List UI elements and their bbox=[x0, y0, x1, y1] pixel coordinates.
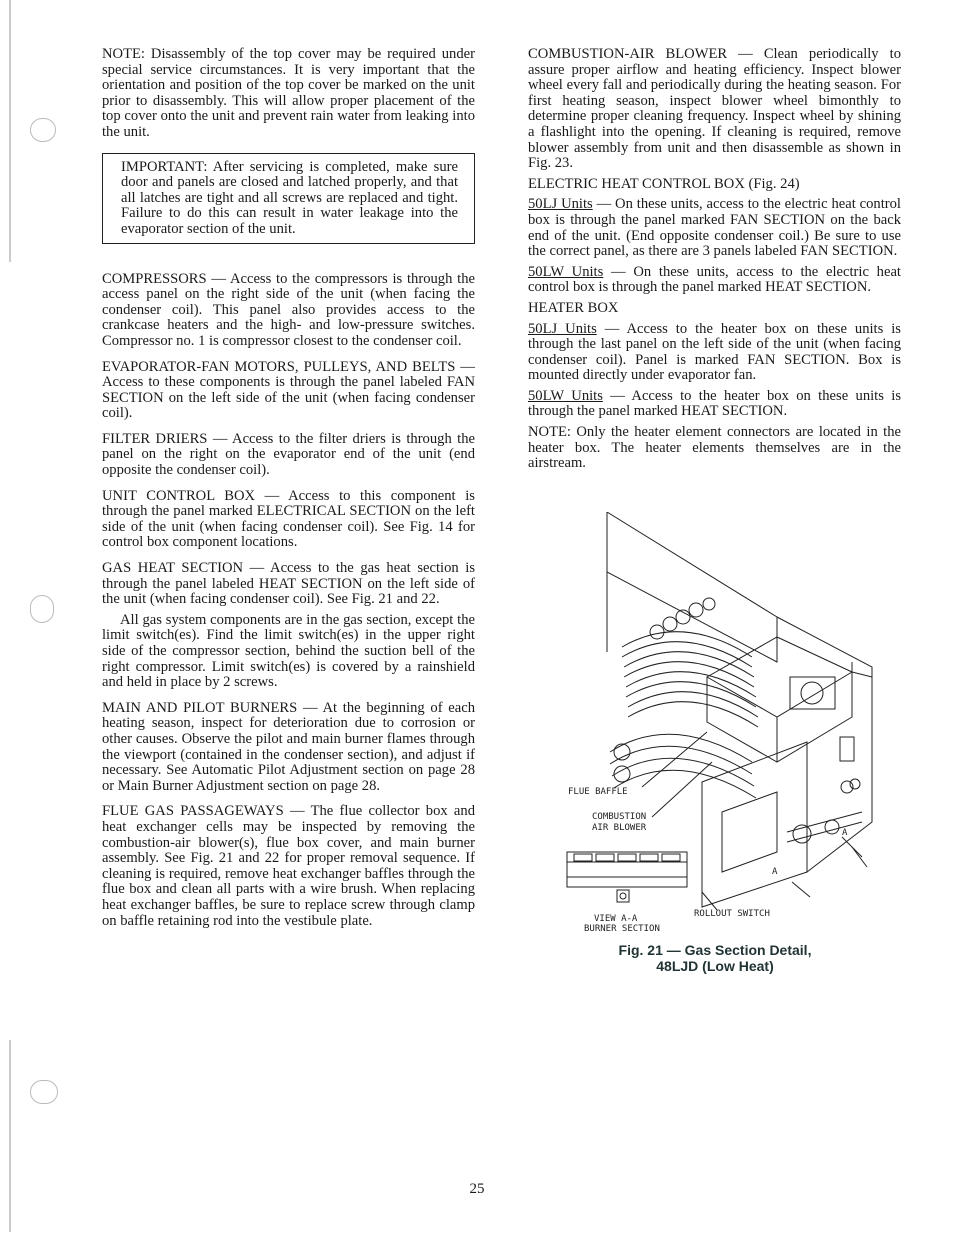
important-notice-box bbox=[102, 153, 475, 244]
scan-mark bbox=[30, 118, 56, 142]
lj-units-electric-paragraph bbox=[528, 197, 901, 259]
heater-box-heading: HEATER BOX bbox=[528, 299, 619, 316]
gas-section-illustration bbox=[562, 512, 892, 932]
heat-exchanger-tubes bbox=[610, 632, 758, 798]
combustion-blower-paragraph: COMBUSTION-AIR BLOWER — Clean periodically to assure proper airflow and heating efficiency. Inspect blower wheel every fall and periodically during the heating season. For first heating season, inspect blower wheel bimonthly to determine proper cleaning frequency. Inspect wheel by shining a flashlight into the opening. If cleaning is required, remove blower assembly from unit and then disassemble as shown in Fig. 23. bbox=[528, 46, 901, 172]
combustion-blower-label-line2: AIR BLOWER bbox=[592, 823, 647, 833]
figure-caption-line2: 48LJD (Low Heat) bbox=[656, 958, 774, 974]
scan-mark bbox=[30, 595, 54, 623]
evaporator-fan-paragraph: EVAPORATOR-FAN MOTORS, PULLEYS, AND BELTS — Access to these components is through the panel labeled FAN SECTION on the left side of the unit (when facing condenser coil). bbox=[102, 358, 475, 422]
scan-mark bbox=[30, 1080, 58, 1104]
lw-units-text: — On these units, access to the electric heat control box is through the panel marked HEAT SECTION. bbox=[528, 263, 901, 296]
lw-units-label: 50LW Units bbox=[528, 263, 604, 280]
scan-edge-line bbox=[9, 0, 11, 262]
main-pilot-burners-paragraph: MAIN AND PILOT BURNERS — At the beginning of each heating season, inspect for deterioration due to corrosion or other causes. Observe the pilot and main burner flames through the viewport (contained in the condenser section), and adjust if necessary. See Automatic Pilot Adjustment section on page 28 or Main Burner Adjustment section on page 28. bbox=[102, 699, 475, 794]
electric-heat-heading: ELECTRIC HEAT CONTROL BOX (Fig. 24) bbox=[528, 175, 800, 192]
figure-caption-line1: Fig. 21 — Gas Section Detail, bbox=[618, 942, 812, 958]
gas-components-paragraph: All gas system components are in the gas section, except the limit switch(es). Find the limit switch(es) in the upper right side of the compressor section, behind the suction bell of the right compressor. Limit switch(es) is covered by a rainshield and held in place by 2 screws. bbox=[102, 611, 475, 691]
unit-control-box-paragraph: UNIT CONTROL BOX — Access to this component is through the panel marked ELECTRICAL SECTION on the left side of the unit (when facing condenser coil). See Fig. 14 for control box component locations. bbox=[102, 487, 475, 551]
flue-gas-passageways-paragraph: FLUE GAS PASSAGEWAYS — The flue collector box and heat exchanger cells may be inspected by removing the combustion-air blower(s), flue box cover, and main burner assembly. See Fig. 21 and 22 for proper removal sequence. If cleaning is required, remove heat exchanger baffles through the flue box and clean all parts with a wire brush. When replacing heat exchanger baffles, be sure to replace screw through clamp on baffle retaining rod into the vestibule plate. bbox=[102, 803, 475, 929]
flue-box bbox=[707, 637, 852, 762]
lw-units-electric-paragraph bbox=[528, 265, 901, 296]
compressors-paragraph: COMPRESSORS — Access to the compressors is through the access panel on the right side of the unit (when facing the condenser coil). This panel also provides access to the crankcase heaters and the high- and low-pressure switches. Compressor no. 1 is compressor closest to the condenser coil. bbox=[102, 270, 475, 349]
figure-caption bbox=[540, 942, 890, 974]
heater-note-paragraph: NOTE: Only the heater element connectors are located in the heater box. The heater elements themselves are in the airstream. bbox=[528, 424, 901, 472]
view-aa-label: VIEW A-A bbox=[594, 914, 638, 924]
back-panel bbox=[607, 512, 777, 662]
lw-units-label: 50LW Units bbox=[528, 387, 603, 404]
burner-section-view bbox=[567, 852, 687, 887]
combustion-blower-label-line1: COMBUSTION bbox=[592, 812, 647, 822]
flue-baffle-label: FLUE BAFFLE bbox=[568, 787, 628, 797]
scan-edge-line bbox=[9, 1040, 11, 1232]
gas-heat-section-paragraph: GAS HEAT SECTION — Access to the gas heat section is through the panel labeled HEAT SECTION on the left side of the unit (when facing condenser coil). See Fig. 21 and 22. bbox=[102, 560, 475, 608]
important-notice-text: IMPORTANT: After servicing is completed, make sure door and panels are closed and latched properly, and that all latches are tight and all screws are replaced and tight. Failure to do this can result in water leakage into the evaporator section of the unit. bbox=[121, 158, 458, 237]
burner-section-label: BURNER SECTION bbox=[584, 924, 660, 932]
lj-units-label: 50LJ Units bbox=[528, 196, 593, 213]
right-column bbox=[528, 47, 901, 482]
rollout-switch-label: ROLLOUT SWITCH bbox=[694, 909, 770, 919]
section-marker-a: A bbox=[772, 867, 778, 877]
page-number: 25 bbox=[469, 1181, 485, 1197]
lw-units-heater-paragraph bbox=[528, 389, 901, 420]
left-column bbox=[102, 47, 475, 939]
lw-units-text: — Access to the heater box on these units is through the panel marked HEAT SECTION. bbox=[528, 387, 901, 420]
lj-units-heater-paragraph bbox=[528, 322, 901, 384]
lj-units-label: 50LJ Units bbox=[528, 320, 597, 337]
lj-units-text: — On these units, access to the electric heat control box is through the panel marked FAN SECTION on the back end of the unit. (End opposite condenser coil.) Be sure to use the correct panel, as there are 3 panels labeled FAN SECTION. bbox=[528, 196, 901, 260]
limit-switch-box bbox=[840, 737, 854, 761]
section-marker-a: A bbox=[842, 828, 848, 838]
note-top-cover: NOTE: Disassembly of the top cover may be required under special service circumstances. It is very important that the orientation and position of the top cover be marked on the unit prior to disassembly. This will allow proper placement of the top cover onto the unit and prevent rain water from leaking into the unit. bbox=[102, 46, 475, 140]
tube-rings bbox=[614, 598, 715, 782]
filter-driers-paragraph: FILTER DRIERS — Access to the filter driers is through the panel on the right on the evaporator end of the unit (end opposite the condenser coil). bbox=[102, 430, 475, 479]
lj-units-text: — Access to the heater box on these units is through the last panel on the left side of the unit (when facing condenser coil). Panel is marked FAN SECTION. Box is mounted directly under evaporator fan. bbox=[528, 320, 901, 384]
